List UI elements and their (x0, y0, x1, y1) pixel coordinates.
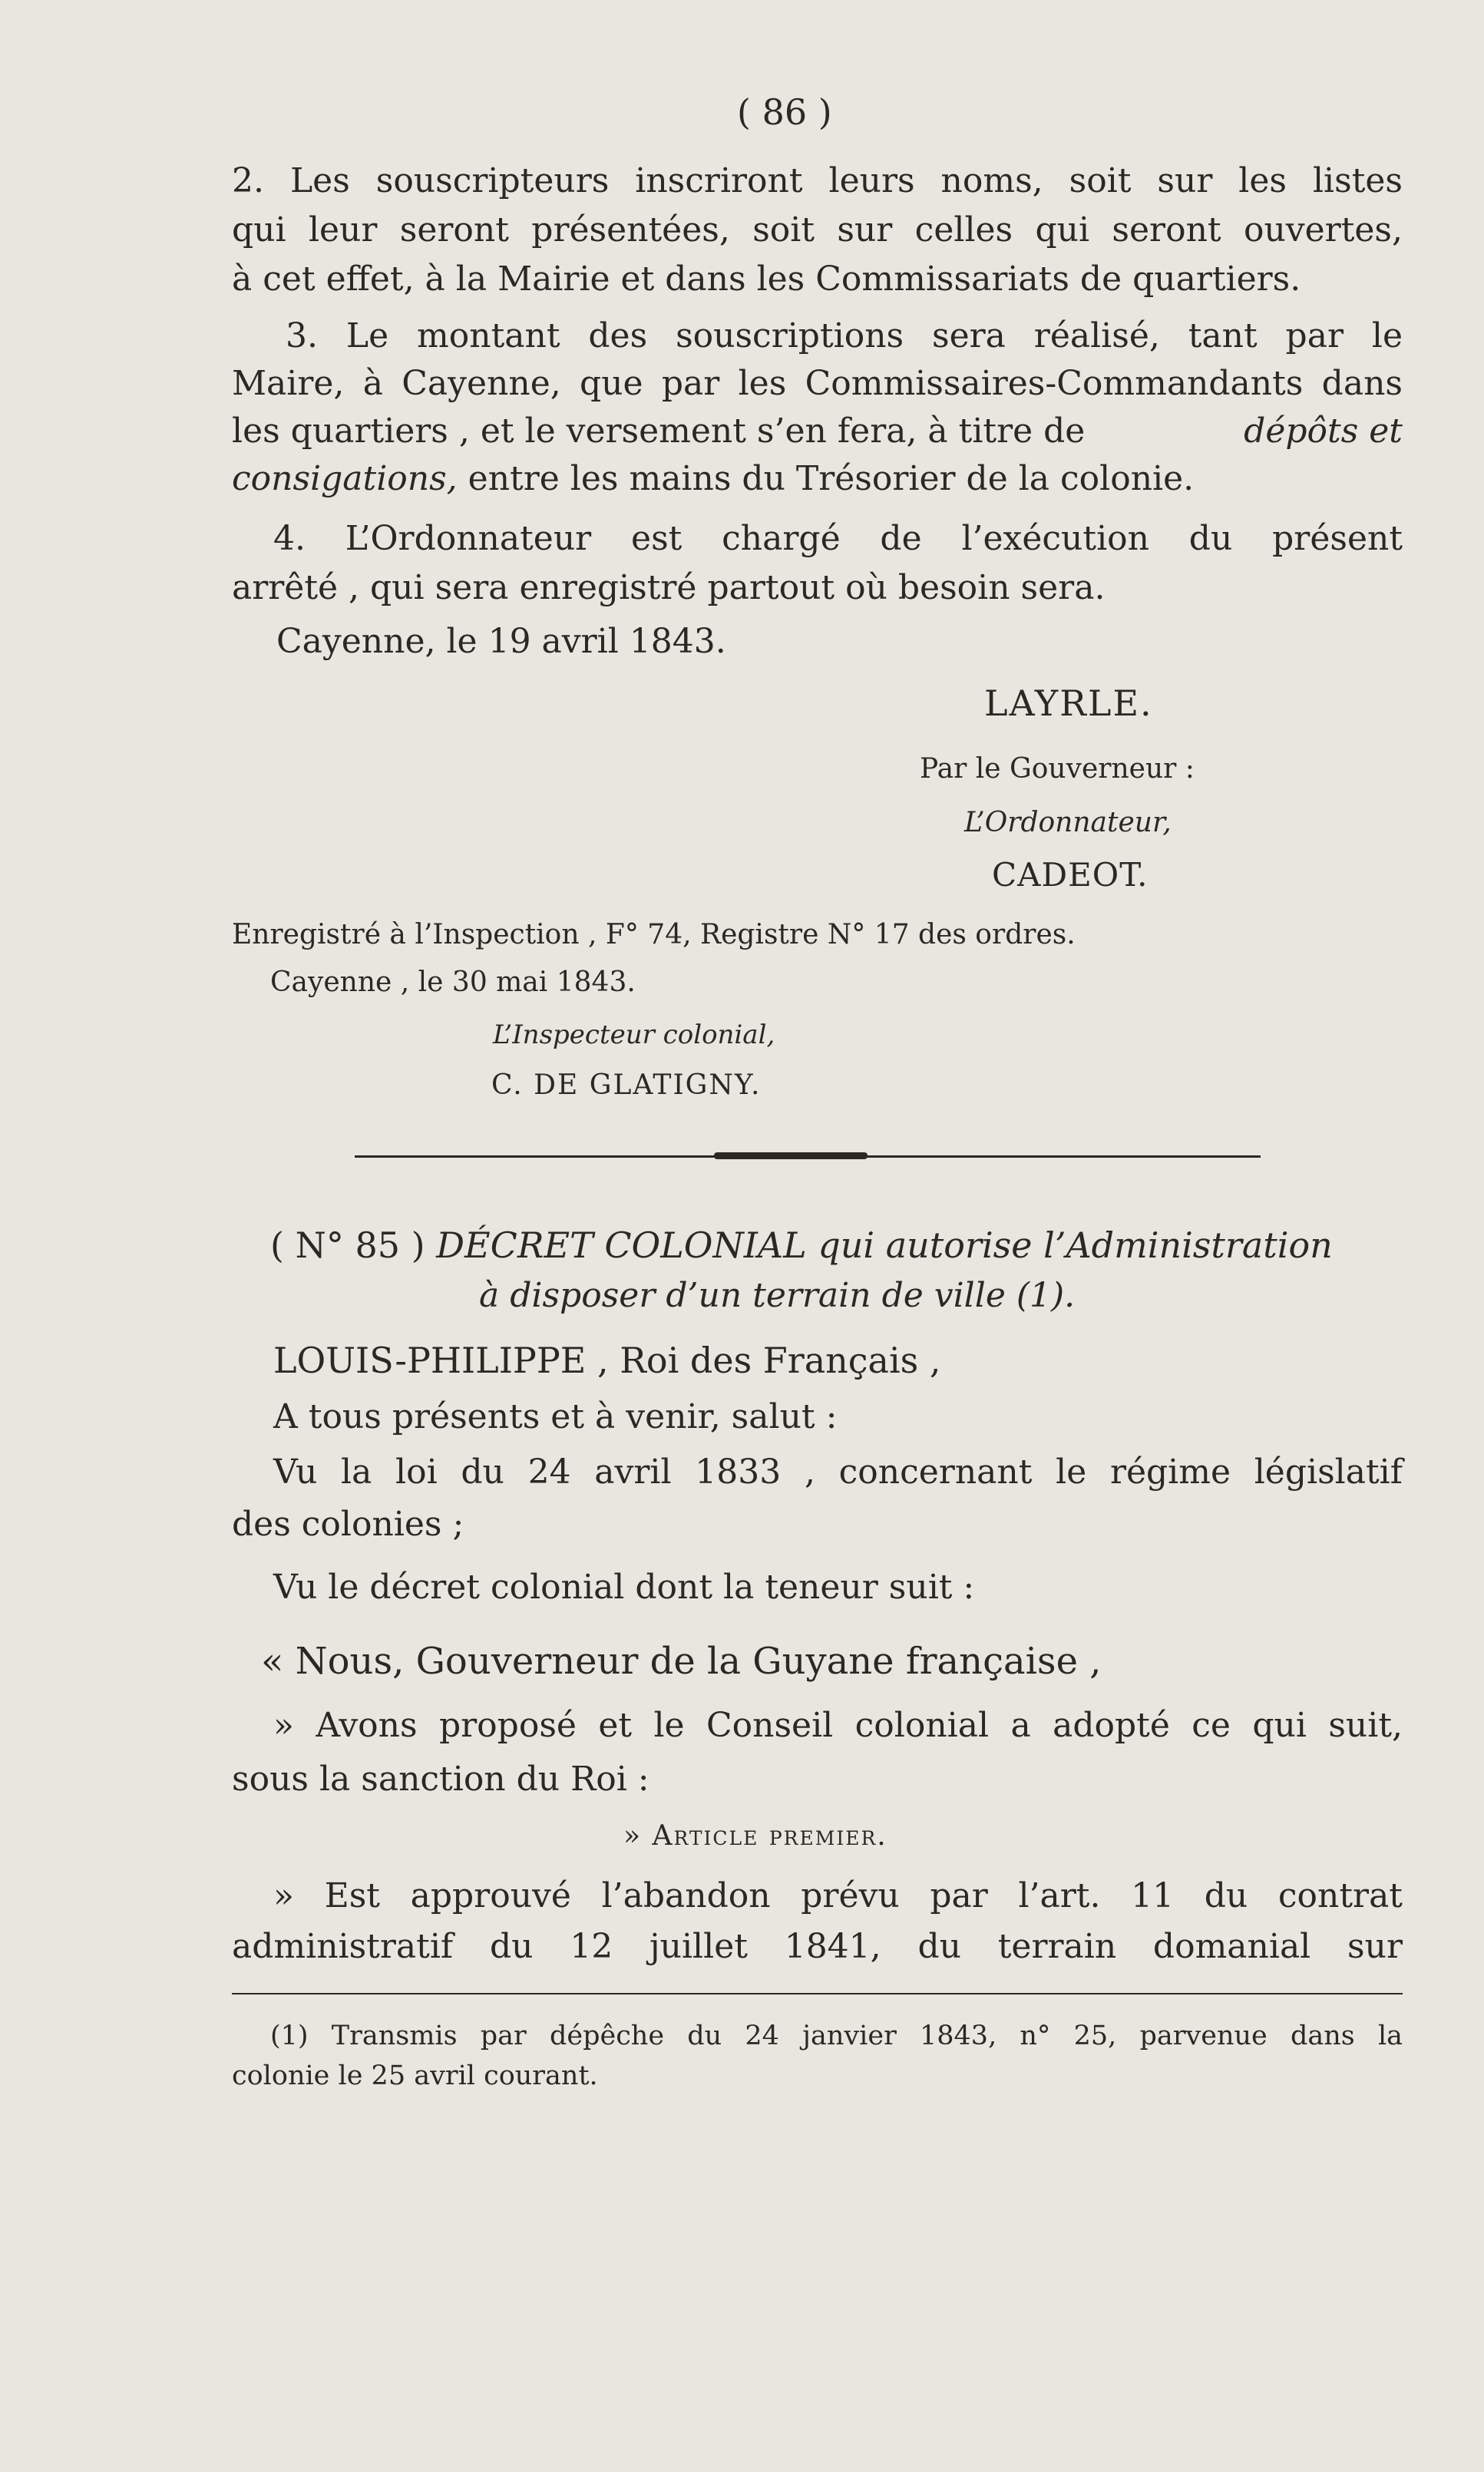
greeting-line: A tous présents et à venir, salut : (273, 1397, 838, 1436)
article-heading: » Article premier. (623, 1820, 887, 1852)
inspector-signature: C. DE GLATIGNY. (491, 1069, 762, 1101)
article-3-line-1: 3. Le montant des souscriptions sera réalisé, tant par le (286, 316, 1403, 355)
body-line-2: administratif du 12 juillet 1841, du terrain domanial sur (232, 1927, 1403, 1966)
article-4-line-1: 4. L’Ordonnateur est chargé de l’exécution du présent (273, 519, 1403, 558)
inspector-title: L’Inspecteur colonial, (493, 1020, 775, 1050)
article-2-line-2: qui leur seront présentées, soit sur celles qui seront ouvertes, (232, 210, 1403, 250)
article-4-line-2: arrêté , qui sera enregistré partout où besoin sera. (232, 568, 1106, 607)
article-3-line-4 (232, 458, 1194, 501)
nous-line: « Nous, Gouverneur de la Guyane française , (261, 1640, 1102, 1683)
by-governor: Par le Gouverneur : (920, 753, 1195, 785)
page-number: ( 86 ) (737, 91, 832, 133)
article-3-line-4-italic: consigations, (232, 459, 458, 498)
article-3-line-3 (232, 410, 1403, 453)
governor-signature: LAYRLE. (984, 682, 1153, 724)
ordonnateur-title: L’Ordonnateur, (964, 807, 1172, 838)
ordonnateur-signature: CADEOT. (992, 856, 1149, 894)
footnote-line-1: (1) Transmis par dépêche du 24 janvier 1843, n° 25, parvenue dans la (270, 2021, 1403, 2051)
decree-title-line-2: à disposer d’un terrain de ville (1). (479, 1276, 1076, 1315)
vu-1-line-1: Vu la loi du 24 avril 1833 , concernant le régime législatif (273, 1452, 1403, 1492)
article-2-line-1: 2. Les souscripteurs inscriront leurs noms, soit sur les listes (232, 161, 1403, 200)
footnote-line-2: colonie le 25 avril courant. (232, 2061, 598, 2091)
article-3-line-3-italic: dépôts et (1244, 411, 1403, 451)
article-3-line-3-text: les quartiers , et le versement s’en fera, à titre de (232, 411, 1086, 451)
decree-title-text: DÉCRET COLONIAL qui autorise l’Administration (436, 1224, 1333, 1266)
decree-number: ( N° 85 ) (270, 1224, 425, 1266)
registration-line-1: Enregistré à l’Inspection , F° 74, Registre N° 17 des ordres. (232, 919, 1076, 950)
decree-title-line-1 (270, 1224, 1333, 1267)
body-line-1: » Est approuvé l’abandon prévu par l’art. 11 du contrat (273, 1876, 1403, 1915)
avons-line-2: sous la sanction du Roi : (232, 1760, 649, 1799)
king-line: LOUIS-PHILIPPE , Roi des Français , (273, 1340, 941, 1381)
article-2-line-3: à cet effet, à la Mairie et dans les Commissariats de quartiers. (232, 259, 1301, 299)
article-3-line-4-text: entre les mains du Trésorier de la colonie. (468, 459, 1195, 498)
avons-line-1: » Avons proposé et le Conseil colonial a adopté ce qui suit, (273, 1706, 1403, 1745)
footnote-rule (232, 1993, 1403, 1994)
vu-2-line: Vu le décret colonial dont la teneur suit : (273, 1568, 975, 1607)
place-date: Cayenne, le 19 avril 1843. (276, 622, 726, 661)
article-3-line-2: Maire, à Cayenne, que par les Commissaires-Commandants dans (232, 364, 1403, 403)
registration-line-2: Cayenne , le 30 mai 1843. (270, 967, 636, 998)
vu-1-line-2: des colonies ; (232, 1505, 464, 1544)
separator-rule-accent (714, 1152, 868, 1159)
